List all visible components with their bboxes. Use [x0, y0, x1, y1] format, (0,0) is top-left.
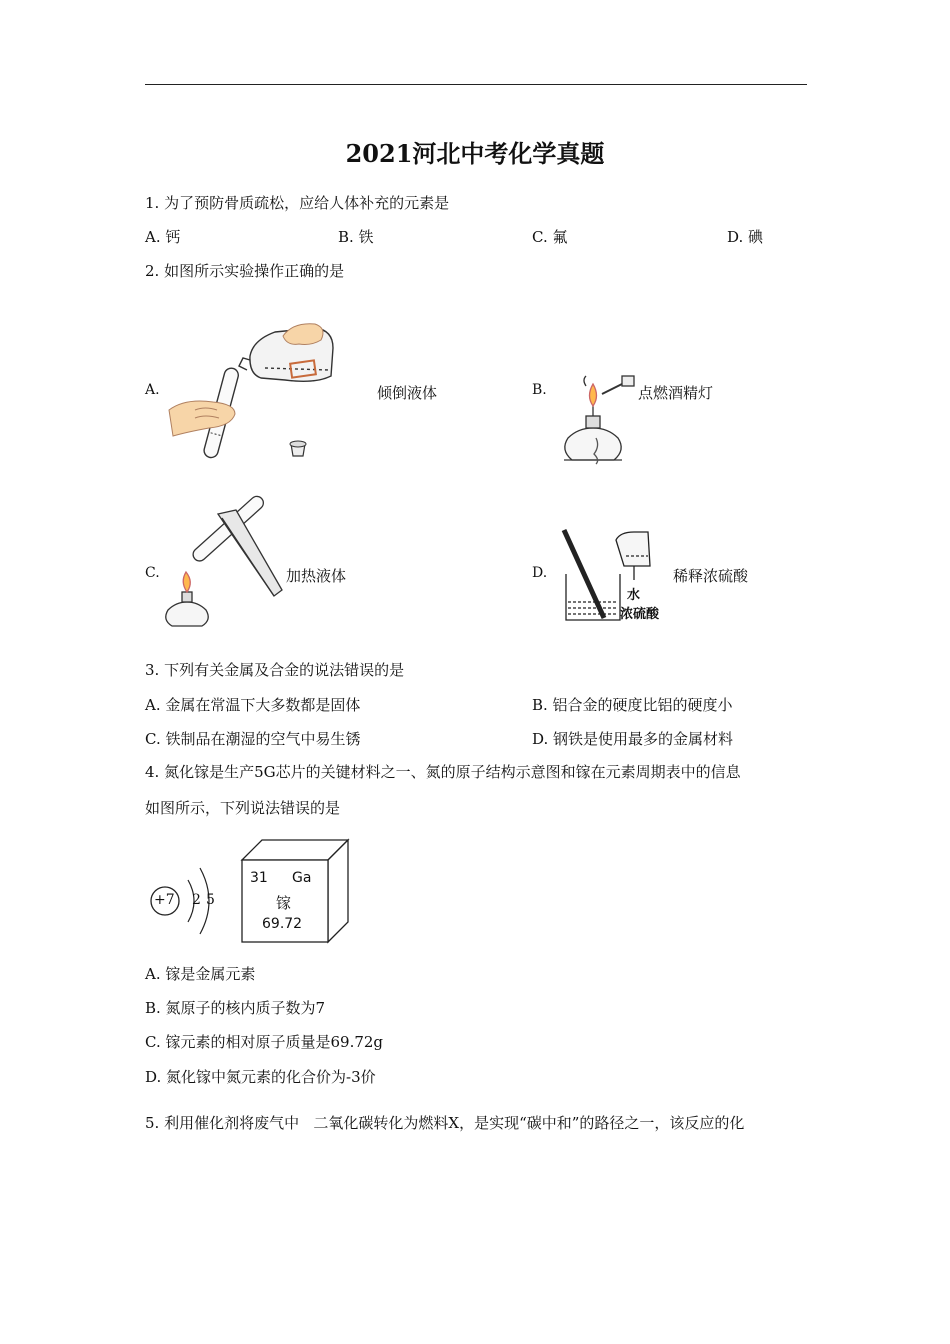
- question-5-stem: 5. 利用催化剂将废气中 二氧化碳转化为燃料X，是实现“碳中和”的路径之一，该反应的化: [145, 1114, 745, 1132]
- atom-shell-2-electrons: 5: [206, 892, 215, 908]
- q1-option-d[interactable]: D. 碘: [727, 228, 764, 246]
- q1-option-b[interactable]: B. 铁: [338, 228, 374, 246]
- q4-option-b[interactable]: B. 氮原子的核内质子数为7: [145, 999, 326, 1017]
- alcohol-lamp-lighting-illustration: [556, 376, 636, 468]
- q2-option-d-letter[interactable]: D.: [532, 565, 548, 581]
- q1-option-c[interactable]: C. 氟: [532, 228, 568, 246]
- pour-liquid-illustration: [165, 318, 345, 468]
- q3-option-b[interactable]: B. 铝合金的硬度比铝的硬度小: [532, 696, 733, 714]
- element-symbol: Ga: [292, 870, 312, 886]
- question-1-stem: 1. 为了预防骨质疏松，应给人体补充的元素是: [145, 194, 450, 212]
- q2-option-a-letter[interactable]: A.: [145, 382, 160, 398]
- q3-option-c[interactable]: C. 铁制品在潮湿的空气中易生锈: [145, 730, 361, 748]
- question-2-stem: 2. 如图所示实验操作正确的是: [145, 262, 345, 280]
- q4-option-a[interactable]: A. 镓是金属元素: [145, 965, 256, 983]
- q2-option-a-caption: 倾倒液体: [377, 384, 438, 402]
- q3-option-a[interactable]: A. 金属在常温下大多数都是固体: [145, 696, 361, 714]
- header-rule: [145, 84, 807, 85]
- q3-option-d[interactable]: D. 钢铁是使用最多的金属材料: [532, 730, 734, 748]
- water-label: 水: [627, 588, 641, 603]
- page-title: 2021河北中考化学真题: [345, 139, 605, 168]
- element-atomic-number: 31: [250, 870, 268, 886]
- q1-option-a[interactable]: A. 钙: [145, 228, 181, 246]
- element-name: 镓: [276, 894, 292, 912]
- sulfuric-acid-label: 浓硫酸: [620, 607, 660, 622]
- q2-option-c-caption: 加热液体: [286, 567, 347, 585]
- heat-liquid-illustration: [162, 508, 286, 632]
- q2-option-b-letter[interactable]: B.: [532, 382, 547, 398]
- question-3-stem: 3. 下列有关金属及合金的说法错误的是: [145, 661, 405, 679]
- atom-shell-1-electrons: 2: [192, 892, 201, 908]
- q2-option-b-caption: 点燃酒精灯: [638, 384, 714, 402]
- question-4-stem-line-1: 4. 氮化镓是生产5G芯片的关键材料之一、氮的原子结构示意图和镓在元素周期表中的信息: [145, 763, 741, 781]
- q4-option-d[interactable]: D. 氮化镓中氮元素的化合价为-3价: [145, 1068, 376, 1086]
- question-4-stem-line-2: 如图所示，下列说法错误的是: [145, 799, 341, 817]
- q4-option-c[interactable]: C. 镓元素的相对原子质量是69.72g: [145, 1033, 384, 1051]
- atom-nucleus-charge: +7: [154, 892, 175, 908]
- element-atomic-mass: 69.72: [262, 916, 303, 932]
- q2-option-d-caption: 稀释浓硫酸: [673, 567, 749, 585]
- q2-option-c-letter[interactable]: C.: [145, 565, 160, 581]
